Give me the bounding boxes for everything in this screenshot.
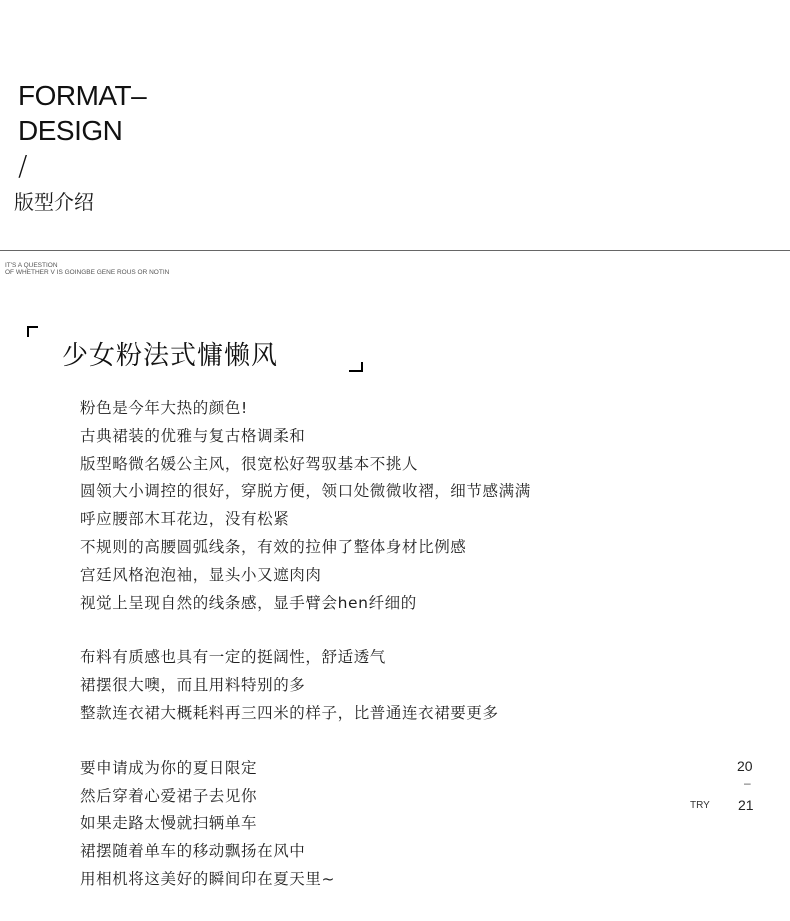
paragraph-line: 宫廷风格泡泡袖，显头小又遮肉肉 bbox=[80, 565, 322, 584]
paragraph bbox=[80, 644, 531, 727]
paragraph bbox=[80, 395, 531, 617]
paragraph-line: 布料有质感也具有一定的挺阔性，舒适透气 bbox=[80, 648, 386, 667]
paragraph-line: 如果走路太慢就扫辆单车 bbox=[80, 814, 258, 833]
paragraph-line: 不规则的高腰圆弧线条，有效的拉伸了整体身材比例感 bbox=[80, 537, 467, 556]
tagline bbox=[5, 262, 169, 276]
tagline-line-2: OF WHETHER V IS GOINGBE GENE ROUS OR NOTIN bbox=[5, 269, 170, 276]
page-number-left: 20 bbox=[737, 758, 753, 774]
paragraph-line: 用相机将这美好的瞬间印在夏天里~ bbox=[80, 869, 336, 888]
paragraph-line: 古典裙装的优雅与复古格调柔和 bbox=[80, 426, 306, 445]
body-text bbox=[80, 395, 531, 921]
paragraph bbox=[80, 755, 531, 894]
section-title: 少女粉法式慵懒风 bbox=[62, 341, 279, 371]
header-slash: / bbox=[18, 149, 27, 182]
page-number-right: 21 bbox=[738, 797, 754, 813]
page-label: TRY bbox=[690, 800, 710, 811]
paragraph-line: 圆领大小调控的很好，穿脱方便，领口处微微收褶，细节感满满 bbox=[80, 482, 531, 501]
section-divider bbox=[0, 250, 790, 251]
corner-bracket-bottom-right bbox=[349, 362, 363, 372]
paragraph-line: 整款连衣裙大概耗料再三四米的样子，比普通连衣裙要更多 bbox=[80, 703, 499, 722]
header-format: FORMAT– bbox=[18, 80, 147, 111]
paragraph-line: 要申请成为你的夏日限定 bbox=[80, 758, 258, 777]
paragraph-line: 裙摆随着单车的移动飘扬在风中 bbox=[80, 842, 306, 861]
paragraph-line: 呼应腰部木耳花边，没有松紧 bbox=[80, 510, 290, 529]
paragraph-line: 粉色是今年大热的颜色! bbox=[80, 399, 248, 417]
paragraph-line: 版型略微名媛公主风，很宽松好驾驭基本不挑人 bbox=[80, 454, 419, 473]
page-number-dash: – bbox=[744, 776, 751, 790]
paragraph-line: 裙摆很大噢，而且用料特别的多 bbox=[80, 676, 306, 695]
tagline-line-1: IT'S A QUESTION bbox=[5, 262, 58, 269]
paragraph-line: 然后穿着心爱裙子去见你 bbox=[80, 786, 258, 805]
corner-bracket-top-left bbox=[27, 326, 38, 337]
paragraph-line: 视觉上呈现自然的线条感，显手臂会hen纤细的 bbox=[80, 593, 417, 612]
header-subtitle-cn: 版型介绍 bbox=[14, 190, 94, 214]
header-design: DESIGN bbox=[18, 115, 123, 146]
